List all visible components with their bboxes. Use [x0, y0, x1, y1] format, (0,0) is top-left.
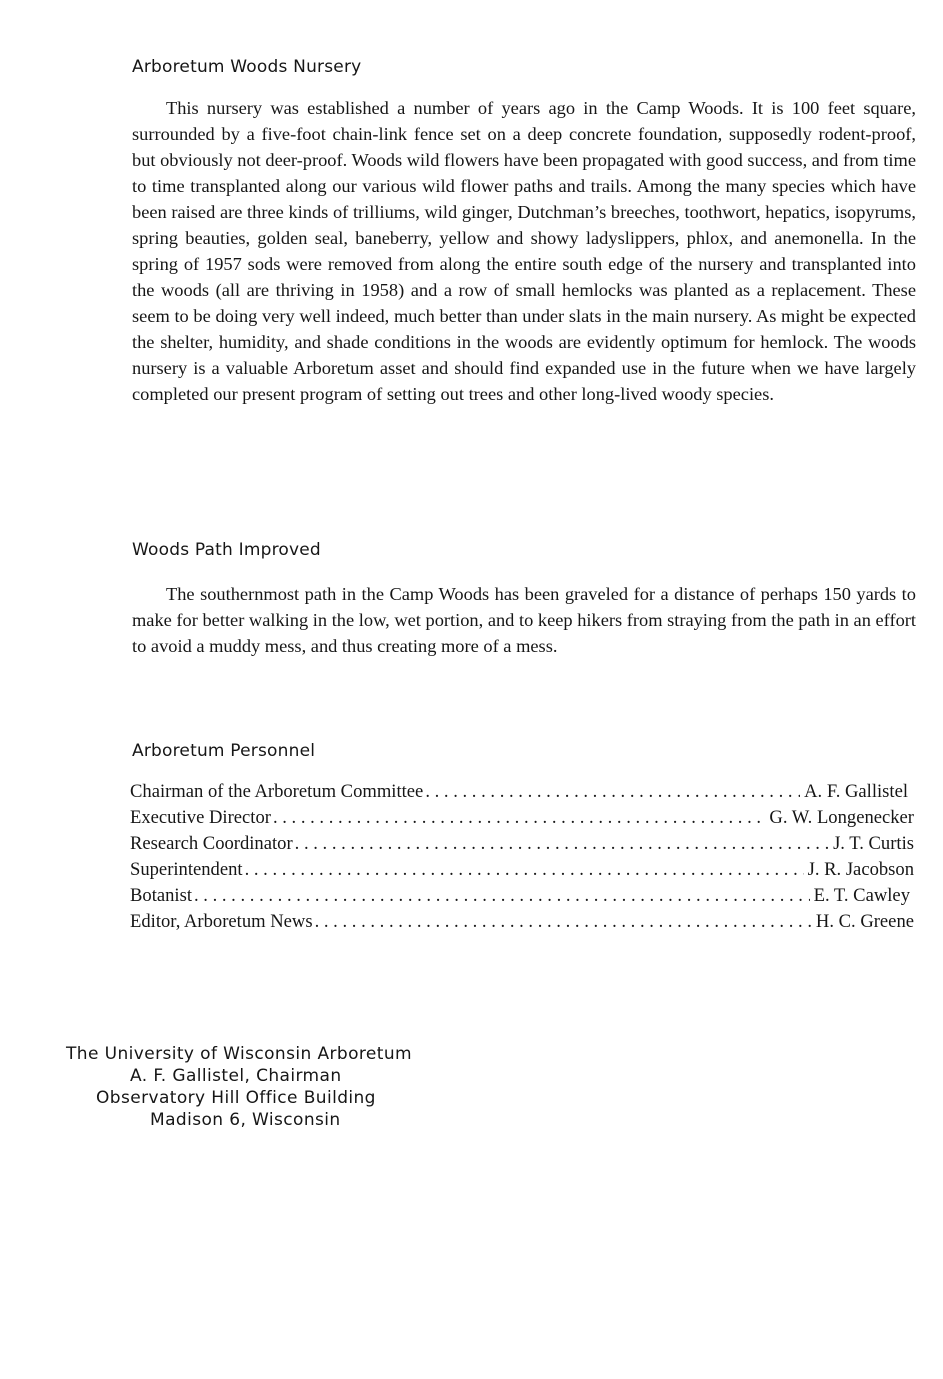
address-line: A. F. Gallistel, Chairman	[130, 1066, 342, 1086]
section-heading-woods-path: Woods Path Improved	[132, 540, 321, 560]
personnel-row	[130, 805, 914, 831]
dot-leader	[194, 883, 810, 909]
dot-leader	[273, 805, 765, 831]
personnel-role: Executive Director	[130, 807, 271, 828]
address-line: The University of Wisconsin Arboretum	[66, 1044, 412, 1064]
section-heading-woods-nursery: Arboretum Woods Nursery	[132, 57, 362, 77]
dot-leader	[245, 857, 804, 883]
personnel-list	[130, 779, 914, 935]
personnel-role: Superintendent	[130, 859, 243, 880]
section-body-woods-path: The southernmost path in the Camp Woods has been graveled for a distance of perhaps 150 yards to make for better walking in the low, wet portion, and to keep hikers from straying from the path in an effort to avoid a muddy mess, and thus creating more of a mess.	[132, 584, 916, 656]
personnel-heading: Arboretum Personnel	[132, 741, 316, 761]
personnel-row	[130, 909, 914, 935]
personnel-role: Botanist	[130, 885, 192, 906]
personnel-name: H. C. Greene	[815, 911, 914, 932]
dot-leader	[315, 909, 812, 935]
personnel-row	[130, 883, 910, 909]
personnel-row	[130, 857, 914, 883]
personnel-role: Chairman of the Arboretum Committee	[130, 781, 424, 802]
personnel-name: J. T. Curtis	[833, 833, 914, 854]
dot-leader	[295, 831, 829, 857]
personnel-name: J. R. Jacobson	[807, 859, 914, 880]
personnel-row	[130, 831, 914, 857]
address-block	[62, 1043, 502, 1131]
dot-leader	[425, 779, 800, 805]
section-body-woods-nursery: This nursery was established a number of years ago in the Camp Woods. It is 100 feet square, surrounded by a five-foot chain-link fence set on a deep concrete foundation, supposedly rodent-proof, but obviously not deer-proof. Woods wild flowers have been propagated with good success, and from time to time transplanted along our various wild flower paths and trails. Among the many species which have been raised are three kinds of trilliums, wild ginger, Dutchman’s breeches, toothwort, hepatics, isopyrums, spring beauties, golden seal, baneberry, yellow and showy ladyslippers, phlox, and anemonella. In the spring of 1957 sods were removed from along the entire south edge of the nursery and transplanted into the woods (all are thriving in 1958) and a row of small hemlocks was planted as a replacement. These seem to be doing very well indeed, much better than under slats in the main nursery. As might be expected the shelter, humidity, and shade conditions in the woods are evidently optimum for hemlock. The woods nursery is a valuable Arboretum asset and should find expanded use in the future when we have largely completed our present program of setting out trees and other long-lived woody species.	[132, 98, 916, 404]
personnel-name: E. T. Cawley	[813, 885, 910, 906]
personnel-name: G. W. Longenecker	[769, 807, 914, 828]
personnel-role: Editor, Arboretum News	[130, 911, 313, 932]
personnel-row	[130, 779, 908, 805]
personnel-name: A. F. Gallistel	[804, 781, 908, 802]
address-line: Observatory Hill Office Building	[96, 1088, 376, 1108]
address-line: Madison 6, Wisconsin	[150, 1110, 341, 1130]
personnel-role: Research Coordinator	[130, 833, 293, 854]
